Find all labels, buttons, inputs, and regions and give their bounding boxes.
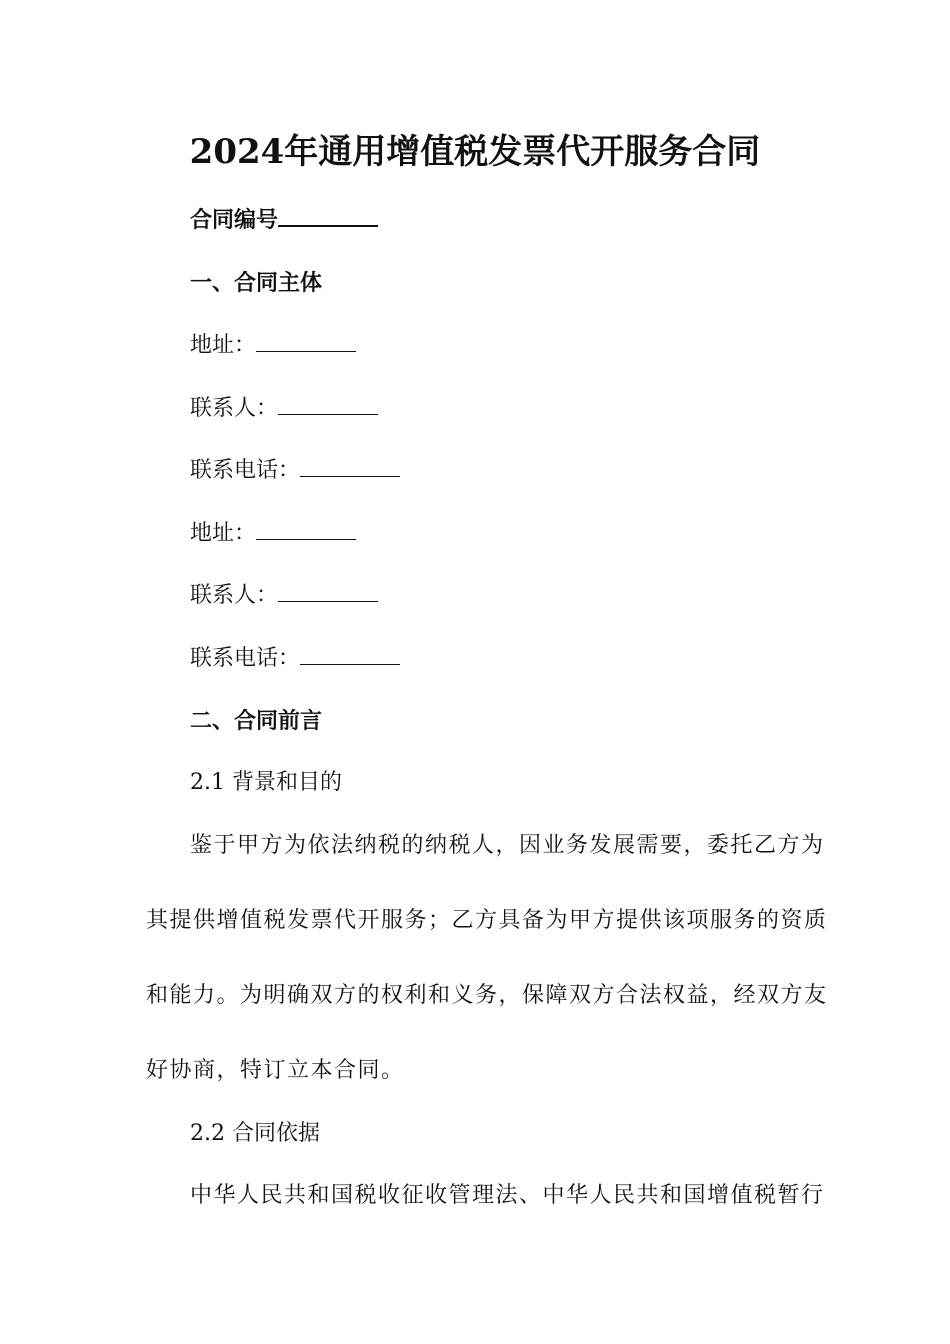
party-b-phone-blank xyxy=(300,646,400,665)
paragraph-2-1-line: 鉴于甲方为依法纳税的纳税人，因业务发展需要，委托乙方为 xyxy=(190,833,825,858)
paragraph-2-1-line: 其提供增值税发票代开服务；乙方具备为甲方提供该项服务的资质 xyxy=(146,908,828,933)
party-a-address-label: 地址： xyxy=(190,333,257,358)
party-b-address-line xyxy=(190,521,356,547)
party-a-phone-line xyxy=(190,458,400,484)
section-1-heading: 一、合同主体 xyxy=(190,270,323,296)
contract-number-label: 合同编号 xyxy=(190,207,279,233)
subsection-2-2-heading: 2.2 合同依据 xyxy=(190,1121,320,1146)
party-a-contact-line xyxy=(190,396,378,422)
subsection-2-1-heading: 2.1 背景和目的 xyxy=(190,770,342,795)
contract-number-line xyxy=(190,207,378,233)
party-b-contact-blank xyxy=(278,583,378,602)
party-a-address-blank xyxy=(256,333,356,352)
section-2-heading: 二、合同前言 xyxy=(190,708,323,734)
paragraph-2-1-line: 好协商，特订立本合同。 xyxy=(146,1058,405,1083)
party-a-contact-blank xyxy=(278,396,378,415)
party-a-contact-label: 联系人： xyxy=(190,396,279,421)
party-b-address-label: 地址： xyxy=(190,521,257,546)
party-b-contact-label: 联系人： xyxy=(190,583,279,608)
party-b-phone-line xyxy=(190,646,400,672)
party-a-address-line xyxy=(190,333,356,359)
party-a-phone-blank xyxy=(300,458,400,477)
party-b-address-blank xyxy=(256,521,356,540)
party-b-phone-label: 联系电话： xyxy=(190,646,301,671)
document-title: 2024年通用增值税发票代开服务合同 xyxy=(189,132,761,172)
party-b-contact-line xyxy=(190,583,378,609)
paragraph-2-2-line: 中华人民共和国税收征收管理法、中华人民共和国增值税暂行 xyxy=(190,1183,825,1208)
contract-number-blank xyxy=(278,207,378,227)
paragraph-2-1-line: 和能力。为明确双方的权利和义务，保障双方合法权益，经双方友 xyxy=(146,983,828,1008)
party-a-phone-label: 联系电话： xyxy=(190,458,301,483)
